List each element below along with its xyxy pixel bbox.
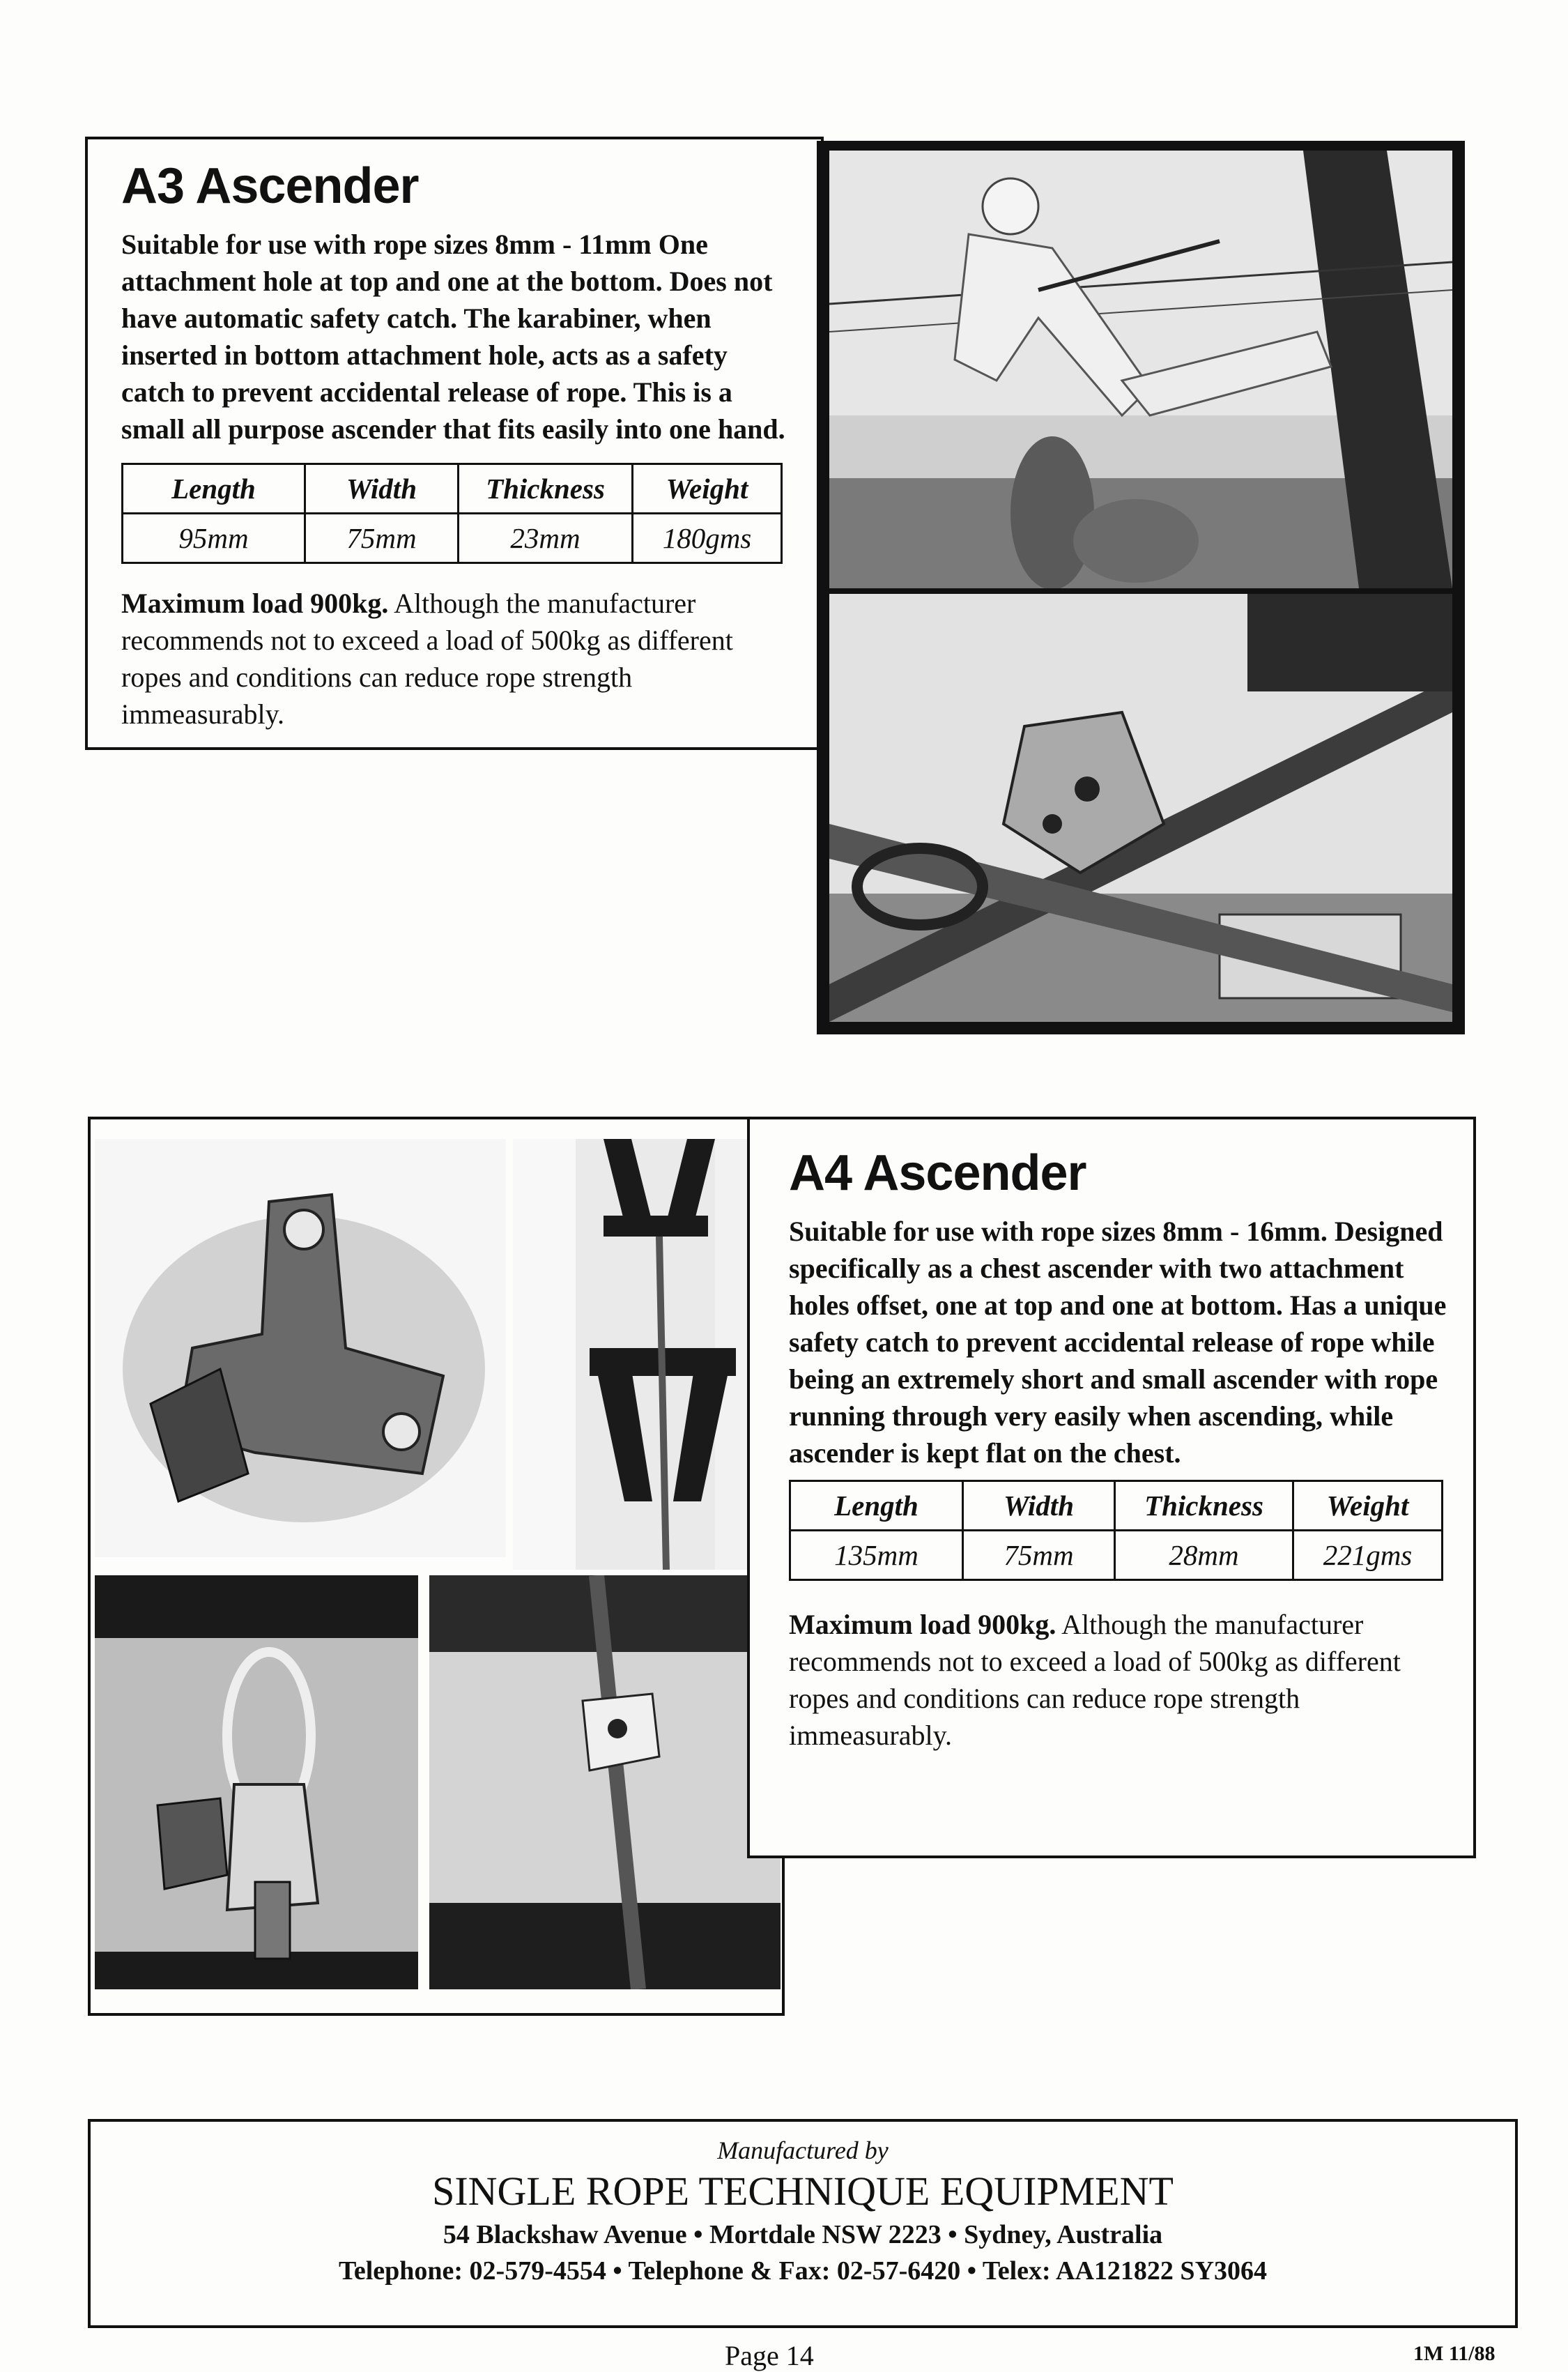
a3-spec-header-thickness: Thickness bbox=[459, 464, 633, 513]
a3-spec-header-length: Length bbox=[123, 464, 305, 513]
a4-text-box bbox=[747, 1117, 1476, 1858]
company-contacts: Telephone: 02-579-4554 • Telephone & Fax: 02-57-6420 • Telex: AA121822 SY3064 bbox=[338, 2256, 1268, 2286]
a4-photo-frame bbox=[88, 1117, 785, 2016]
a4-photo-harness-front bbox=[513, 1139, 781, 1570]
a4-specs-value-row bbox=[790, 1530, 1443, 1579]
a4-spec-weight: 221gms bbox=[1293, 1530, 1443, 1579]
a3-photo-frame bbox=[817, 141, 1465, 1034]
a3-specs-header-row bbox=[123, 464, 782, 513]
a3-load-text: Although the manufacturer recommends not to exceed a load of 500kg as different ropes and conditions can reduce rope strength immeasurably. bbox=[121, 587, 733, 730]
a4-load-text: Although the manufacturer recommends not to exceed a load of 500kg as different ropes and conditions can reduce rope strength immeasurably. bbox=[789, 1608, 1401, 1751]
a4-specs-header-row bbox=[790, 1480, 1443, 1530]
manufactured-by-label: Manufactured by bbox=[717, 2136, 889, 2164]
company-name: SINGLE ROPE TECHNIQUE EQUIPMENT bbox=[432, 2168, 1174, 2214]
a4-photo-karabiner-detail bbox=[95, 1575, 418, 1989]
a3-photo-pole-climber bbox=[829, 151, 1452, 588]
company-address: 54 Blackshaw Avenue • Mortdale NSW 2223 • Sydney, Australia bbox=[443, 2220, 1163, 2249]
a4-photo-chest-ascender bbox=[429, 1575, 781, 1989]
a3-spec-header-width: Width bbox=[305, 464, 459, 513]
a4-spec-header-length: Length bbox=[790, 1480, 963, 1530]
manufacturer-footer bbox=[88, 2119, 1518, 2328]
page-number: Page 14 bbox=[725, 2340, 814, 2371]
a3-load-label: Maximum load 900kg. bbox=[121, 587, 389, 619]
a3-title: A3 Ascender bbox=[121, 158, 419, 214]
a3-description: Suitable for use with rope sizes 8mm - 11mm One attachment hole at top and one at the bottom. Does not have automatic safety catch. The karabiner, when inserted in bottom attachment hole, acts as a safety catch to prevent accidental release of rope. This is a small all purpose ascender that fits easily into one hand. bbox=[121, 228, 785, 445]
a4-load-note bbox=[789, 1606, 1448, 1754]
a4-description: Suitable for use with rope sizes 8mm - 16mm. Designed specifically as a chest ascender with two attachment holes offset, one at top and one at bottom. Has a unique safety catch to prevent accidental release of rope while being an extremely short and small ascender with rope running through very easily when ascending, while ascender is kept flat on the chest. bbox=[789, 1215, 1447, 1469]
a4-spec-header-width: Width bbox=[963, 1480, 1115, 1530]
a4-spec-header-weight: Weight bbox=[1293, 1480, 1443, 1530]
a4-load-label: Maximum load 900kg. bbox=[789, 1608, 1056, 1640]
a3-specs-table bbox=[121, 463, 783, 564]
a4-spec-width: 75mm bbox=[963, 1530, 1115, 1579]
print-code: 1M 11/88 bbox=[1413, 2342, 1496, 2365]
a3-specs-value-row bbox=[123, 513, 782, 563]
a3-spec-length: 95mm bbox=[123, 513, 305, 563]
a4-spec-thickness: 28mm bbox=[1115, 1530, 1293, 1579]
a3-text-box bbox=[85, 137, 824, 750]
a3-spec-thickness: 23mm bbox=[459, 513, 633, 563]
a3-spec-header-weight: Weight bbox=[633, 464, 782, 513]
a4-photo-ascender-closeup bbox=[95, 1139, 506, 1557]
a3-photo-ascender-on-rope bbox=[829, 594, 1452, 1022]
a3-spec-weight: 180gms bbox=[633, 513, 782, 563]
a4-spec-header-thickness: Thickness bbox=[1115, 1480, 1293, 1530]
a4-specs-table bbox=[789, 1480, 1443, 1581]
a3-load-note bbox=[121, 585, 796, 733]
a4-spec-length: 135mm bbox=[790, 1530, 963, 1579]
a3-spec-width: 75mm bbox=[305, 513, 459, 563]
a4-title: A4 Ascender bbox=[789, 1145, 1086, 1201]
